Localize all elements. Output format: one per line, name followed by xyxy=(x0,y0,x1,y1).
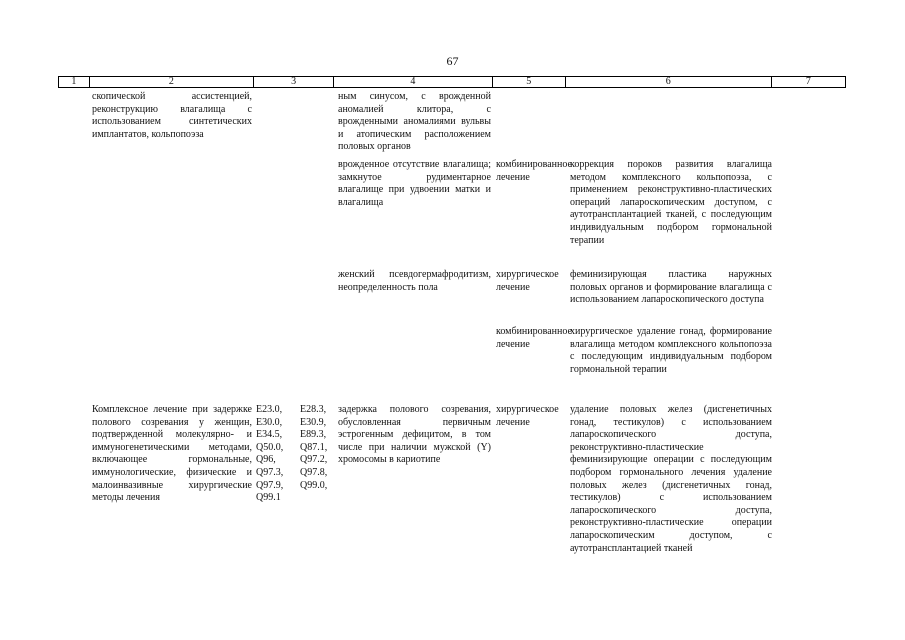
col-header-1: 1 xyxy=(59,77,90,88)
row1-procedure-c: феминизирующая пластика наружных половых органов и формирование влагалища с использованием лапароскопического доступа xyxy=(570,269,772,306)
row2-model: задержка полового созревания, обусловленная первичным эстрогенным дефицитом, в том числе при наличии мужской (Y) хромосомы в кариотипе xyxy=(338,404,491,466)
col-header-3: 3 xyxy=(254,77,334,88)
row2-icd-codes-b: E28.3, E30.9, E89.3, Q87.1, Q97.2, Q97.8, Q99.0, xyxy=(300,404,328,491)
row1-treatment-d: комбинированное лечение xyxy=(496,326,572,350)
row1-treatment-b: комбинированное лечение xyxy=(496,159,572,183)
row1-model-a: ным синусом, с врожденной аномалией клитора, с врожденными аномалиями вульвы и атопическим расположением половых органов xyxy=(338,91,491,153)
row2-treatment: хирургическое лечение xyxy=(496,404,559,428)
col-header-4: 4 xyxy=(334,77,492,88)
page-number: 67 xyxy=(446,54,459,68)
column-number-header xyxy=(58,76,846,88)
col-header-5: 5 xyxy=(492,77,565,88)
row2-icd-codes-a: E23.0, E30.0, E34.5, Q50.0, Q96, Q97.3, Q97.9, Q99.1 xyxy=(256,404,284,504)
row1-model-b: врожденное отсутствие влагалища; замкнутое рудиментарное влагалище при удвоении матки и влагалища xyxy=(338,159,491,208)
row1-model-c: женский псевдогермафродитизм, неопределенность пола xyxy=(338,269,491,293)
row1-treatment-c: хирургическое лечение xyxy=(496,269,559,293)
row1-method-text: скопической ассистенцией, реконструкцию влагалища с использованием синтетических имплантатов, кольпопоэза xyxy=(92,91,252,140)
col-header-7: 7 xyxy=(771,77,845,88)
row2-method-text: Комплексное лечение при задержке полового созревания у женщин, подтвержденной молекулярно- и иммуногенетическими методами, включающее гормональные, иммунологические, физические и малоинвазивные хирургические методы лечения xyxy=(92,404,252,504)
row2-procedure: удаление половых желез (дисгенетичных гонад, тестикулов) с использованием лапароскопического доступа, реконструктивно-пластические феминизирующие операции с последующим подбором гормонального лечения удаление половых желез (дисгенетичных гонад, тестикулов) с использованием лапароскопического доступа, реконструктивно-пластические операции лапароскопическим доступом, с аутотрансплантацией тканей xyxy=(570,404,772,554)
col-header-2: 2 xyxy=(89,77,253,88)
col-header-6: 6 xyxy=(565,77,771,88)
row1-procedure-d: хирургическое удаление гонад, формирование влагалища методом комплексного кольпопоэза с последующим индивидуальным подбором гормональной терапии xyxy=(570,326,772,375)
row1-procedure-b: коррекция пороков развития влагалища методом комплексного кольпопоэза, с применением реконструктивно-пластических операций лапароскопическим доступом, с аутотрансплантацией тканей, с последующим индивидуальным подбором гормональной терапии xyxy=(570,159,772,246)
